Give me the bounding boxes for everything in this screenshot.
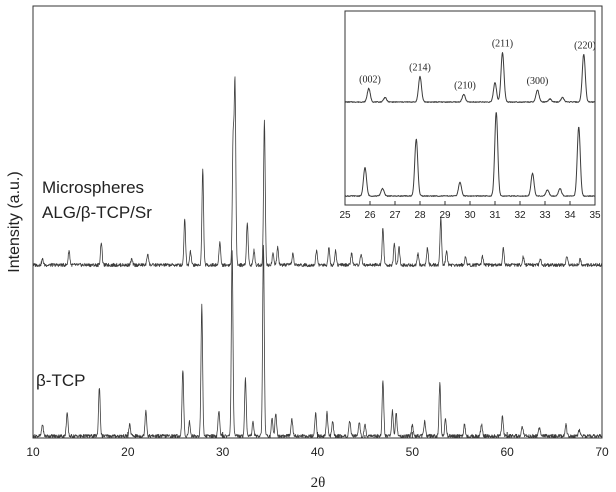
peak-annotation: (211) [491, 38, 514, 50]
main-x-axis-label: 2θ [310, 475, 326, 491]
peak-annotation: (210) [454, 80, 476, 92]
peak-annotation: (220) [574, 40, 596, 52]
x-tick-label: 70 [595, 445, 609, 459]
series-label-microspheres: Microspheres [42, 178, 145, 197]
x-tick-label: 60 [500, 445, 514, 459]
inset-frame [345, 11, 595, 205]
x-tick-label: 30 [464, 210, 476, 221]
main-y-axis-label: Intensity (a.u.) [6, 171, 23, 273]
x-tick-label: 25 [339, 210, 351, 221]
x-tick-label: 27 [389, 210, 401, 221]
peak-annotation: (002) [359, 74, 381, 86]
peak-annotation: (214) [409, 62, 431, 74]
x-tick-label: 50 [405, 445, 420, 459]
x-tick-label: 30 [215, 445, 230, 459]
x-tick-label: 33 [539, 210, 551, 221]
x-tick-label: 34 [564, 210, 576, 221]
x-tick-label: 26 [364, 210, 376, 221]
series-line-1 [33, 245, 602, 437]
x-tick-label: 35 [589, 210, 601, 221]
x-tick-label: 28 [414, 210, 426, 221]
x-tick-label: 20 [121, 445, 135, 459]
x-tick-label: 10 [26, 445, 40, 459]
x-tick-label: 40 [310, 445, 325, 459]
x-tick-label: 29 [439, 210, 451, 221]
series-label-beta-tcp: β-TCP [36, 371, 86, 390]
series-label-alg-tcp-sr: ALG/β-TCP/Sr [42, 203, 152, 222]
x-tick-label: 32 [514, 210, 526, 221]
peak-annotation: (300) [526, 76, 549, 87]
x-tick-label: 31 [489, 210, 501, 221]
main-x-axis [26, 432, 609, 459]
